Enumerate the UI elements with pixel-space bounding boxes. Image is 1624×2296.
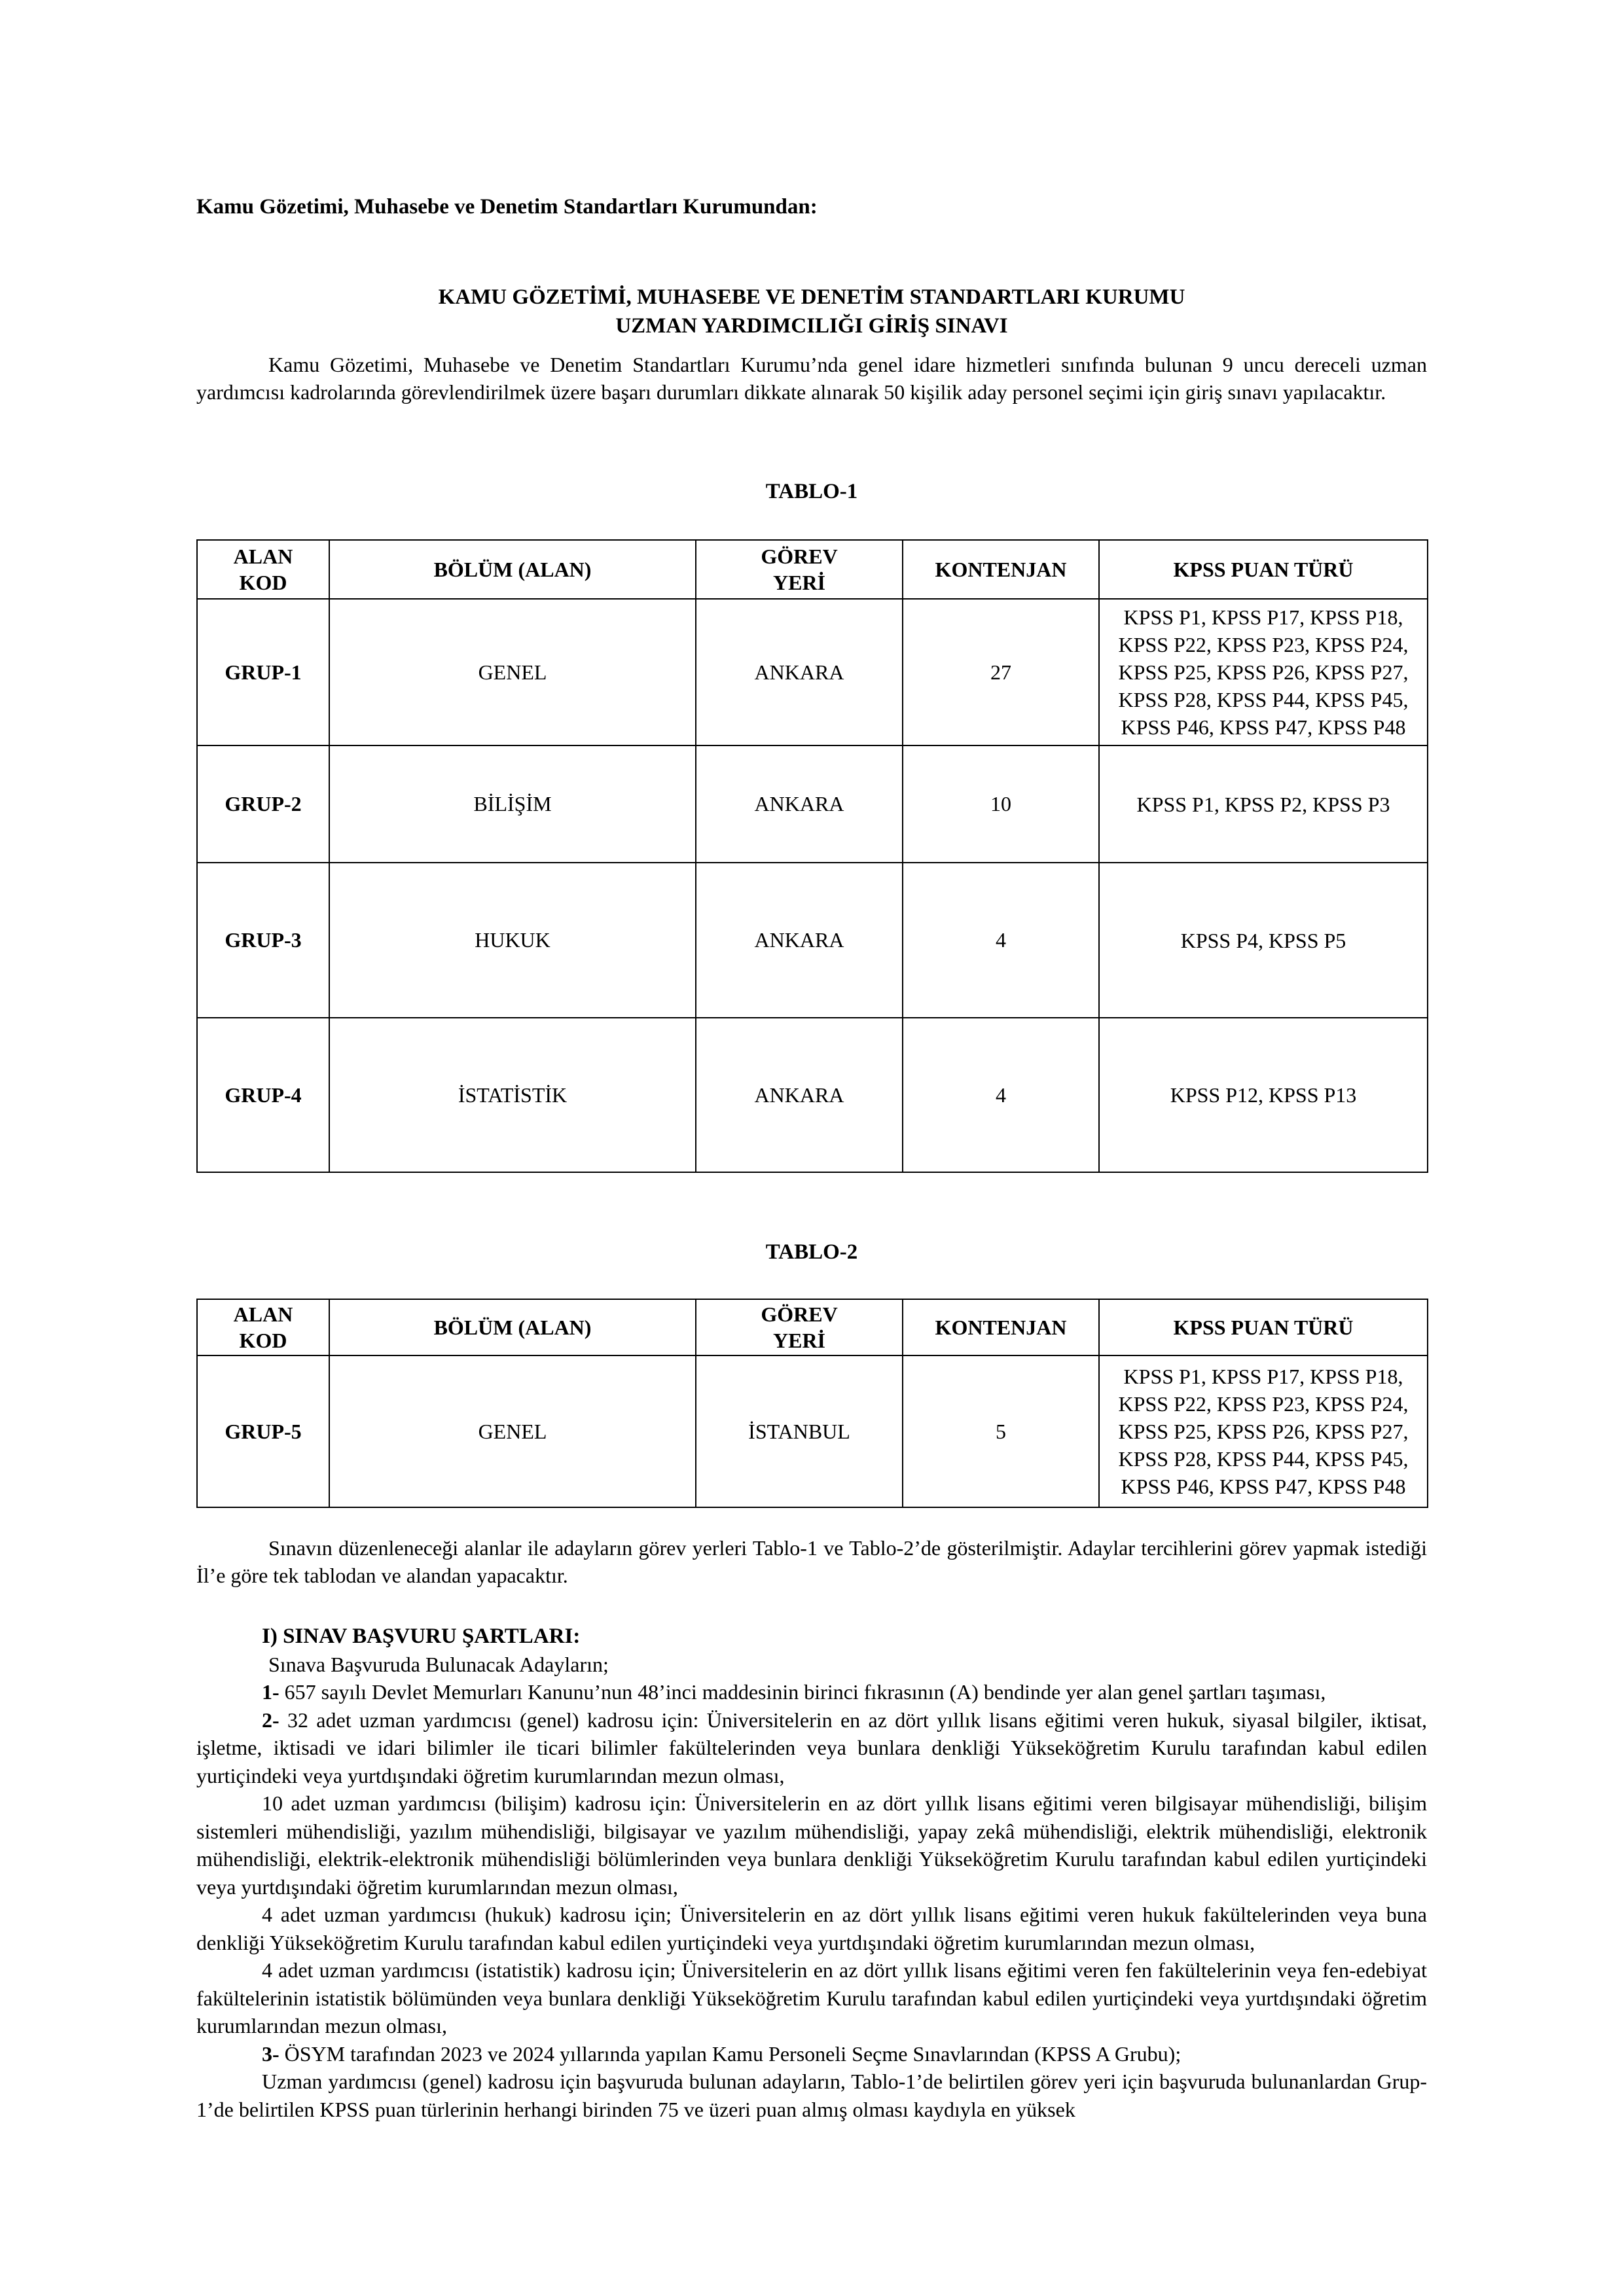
table2 [196, 1299, 1428, 1508]
kpss-cell: KPSS P1, KPSS P2, KPSS P3 [1099, 745, 1428, 863]
gorev-yeri-cell: ANKARA [696, 745, 903, 863]
header-bolum: BÖLÜM (ALAN) [329, 1299, 696, 1355]
header-alan-kod: ALAN KOD [197, 1299, 329, 1355]
bolum-cell: GENEL [329, 1355, 696, 1507]
list-item: 3- ÖSYM tarafından 2023 ve 2024 yıllarında yapılan Kamu Personeli Seçme Sınavlarından (KPSS A Grubu); [262, 2041, 1182, 2066]
list-item: 2- 32 adet uzman yardımcısı (genel) kadrosu için: Üniversitelerin en az dört yıllık lisans eğitimi veren hukuk, siyasal bilgiler, iktisat, işletme, iktisadi ve idari bilimler ile ticari bilimler fakültelerinden veya bunlara denkliği Yükseköğretim Kurulu tarafından kabul edilen yurtiçindeki veya yurtdışındaki öğretim kurumlarından mezun olması, [196, 1708, 1427, 1787]
header-bolum: BÖLÜM (ALAN) [329, 540, 696, 599]
kontenjan-cell: 10 [903, 745, 1099, 863]
document-title [196, 283, 1427, 340]
table2-header-row [197, 1299, 1428, 1355]
after-tables-text: Sınavın düzenleneceği alanlar ile adayların görev yerleri Tablo-1 ve Tablo-2’de gösterilmiştir. Adaylar tercihlerini görev yapmak istediği İl’e göre tek tablodan ve alandan yapacaktır. [196, 1536, 1427, 1587]
table1-header-row [197, 540, 1428, 599]
header-kpss: KPSS PUAN TÜRÜ [1099, 540, 1428, 599]
gorev-yeri-cell: İSTANBUL [696, 1355, 903, 1507]
table-row [197, 745, 1428, 863]
header-kpss: KPSS PUAN TÜRÜ [1099, 1299, 1428, 1355]
table-row [197, 1018, 1428, 1172]
list-item: Uzman yardımcısı (genel) kadrosu için başvuruda bulunan adayların, Tablo-1’de belirtilen görev yeri için başvuruda bulunanlardan Grup-1’de belirtilen KPSS puan türlerinin herhangi birinden 75 ve üzeri puan almış olması kaydıyla en yüksek [196, 2070, 1427, 2121]
alan-kod-cell: GRUP-1 [197, 599, 329, 745]
kontenjan-cell: 5 [903, 1355, 1099, 1507]
conditions-section [196, 1622, 1427, 2123]
gorev-yeri-cell: ANKARA [696, 863, 903, 1018]
alan-kod-cell: GRUP-4 [197, 1018, 329, 1172]
table1 [196, 539, 1428, 1173]
kpss-cell: KPSS P1, KPSS P17, KPSS P18, KPSS P22, KPSS P23, KPSS P24, KPSS P25, KPSS P26, KPSS P27, KPSS P28, KPSS P44, KPSS P45, KPSS P46, KPSS P47, KPSS P48 [1099, 1355, 1428, 1507]
alan-kod-cell: GRUP-3 [197, 863, 329, 1018]
list-item: 10 adet uzman yardımcısı (bilişim) kadrosu için: Üniversitelerin en az dört yıllık lisans eğitimi veren bilgisayar mühendisliği, bilişim sistemleri mühendisliği, yazılım mühendisliği, bilgisayar ve yazılım mühendisliği, yapay zekâ mühendisliği, elektrik mühendisliği, elektronik mühendisliği, elektrik-elektronik mühendisliği bölümlerinden veya bunlara denkliği Yükseköğretim Kurulu tarafından kabul edilen yurtiçindeki veya yurtdışındaki öğretim kurumlarından mezun olması, [196, 1791, 1427, 1899]
header-gorev-yeri: GÖREV YERİ [696, 540, 903, 599]
kontenjan-cell: 4 [903, 863, 1099, 1018]
bolum-cell: HUKUK [329, 863, 696, 1018]
list-item: 4 adet uzman yardımcısı (hukuk) kadrosu için; Üniversitelerin en az dört yıllık lisans eğitimi veren hukuk fakültelerinden veya buna denkliği Yükseköğretim Kurulu tarafından kabul edilen yurtiçindeki veya yurtdışındaki öğretim kurumlarından mezun olması, [196, 1903, 1427, 1954]
table-row [197, 863, 1428, 1018]
gorev-yeri-cell: ANKARA [696, 1018, 903, 1172]
section-subheading: Sınava Başvuruda Bulunacak Adayların; [268, 1652, 609, 1676]
kpss-cell: KPSS P4, KPSS P5 [1099, 863, 1428, 1018]
kpss-cell: KPSS P1, KPSS P17, KPSS P18, KPSS P22, KPSS P23, KPSS P24, KPSS P25, KPSS P26, KPSS P27, KPSS P28, KPSS P44, KPSS P45, KPSS P46, KPSS P47, KPSS P48 [1099, 599, 1428, 745]
header-gorev-yeri: GÖREV YERİ [696, 1299, 903, 1355]
kontenjan-cell: 4 [903, 1018, 1099, 1172]
alan-kod-cell: GRUP-2 [197, 745, 329, 863]
institution-heading: Kamu Gözetimi, Muhasebe ve Denetim Standartları Kurumundan: [196, 195, 818, 219]
bolum-cell: BİLİŞİM [329, 745, 696, 863]
kontenjan-cell: 27 [903, 599, 1099, 745]
header-kontenjan: KONTENJAN [903, 1299, 1099, 1355]
header-alan-kod: ALAN KOD [197, 540, 329, 599]
after-tables-paragraph [196, 1534, 1427, 1589]
section-heading: I) SINAV BAŞVURU ŞARTLARI: [262, 1624, 581, 1648]
alan-kod-cell: GRUP-5 [197, 1355, 329, 1507]
intro-paragraph [196, 351, 1427, 406]
bolum-cell: GENEL [329, 599, 696, 745]
list-item: 4 adet uzman yardımcısı (istatistik) kadrosu için; Üniversitelerin en az dört yıllık lisans eğitimi veren fen fakültelerinin veya fen-edebiyat fakültelerinin istatistik bölümünden veya bunlara denkliği Yükseköğretim Kurulu tarafından kabul edilen yurtiçindeki veya yurtdışındaki öğretim kurumlarından mezun olması, [196, 1958, 1427, 2037]
title-line-2: UZMAN YARDIMCILIĞI GİRİŞ SINAVI [615, 314, 1008, 338]
intro-text: Kamu Gözetimi, Muhasebe ve Denetim Standartları Kurumu’nda genel idare hizmetleri sınıfında bulunan 9 uncu dereceli uzman yardımcısı kadrolarında görevlendirilmek üzere başarı durumları dikkate alınarak 50 kişilik aday personel seçimi için giriş sınavı yapılacaktır. [196, 353, 1427, 404]
table1-title: TABLO-1 [765, 480, 858, 503]
kpss-cell: KPSS P12, KPSS P13 [1099, 1018, 1428, 1172]
table2-title: TABLO-2 [765, 1240, 858, 1264]
header-kontenjan: KONTENJAN [903, 540, 1099, 599]
title-line-1: KAMU GÖZETİMİ, MUHASEBE VE DENETİM STANDARTLARI KURUMU [438, 285, 1185, 309]
table-row [197, 599, 1428, 745]
gorev-yeri-cell: ANKARA [696, 599, 903, 745]
list-item: 1- 657 sayılı Devlet Memurları Kanunu’nun 48’inci maddesinin birinci fıkrasının (A) bendinde yer alan genel şartları taşıması, [262, 1680, 1326, 1704]
table-row [197, 1355, 1428, 1507]
bolum-cell: İSTATİSTİK [329, 1018, 696, 1172]
